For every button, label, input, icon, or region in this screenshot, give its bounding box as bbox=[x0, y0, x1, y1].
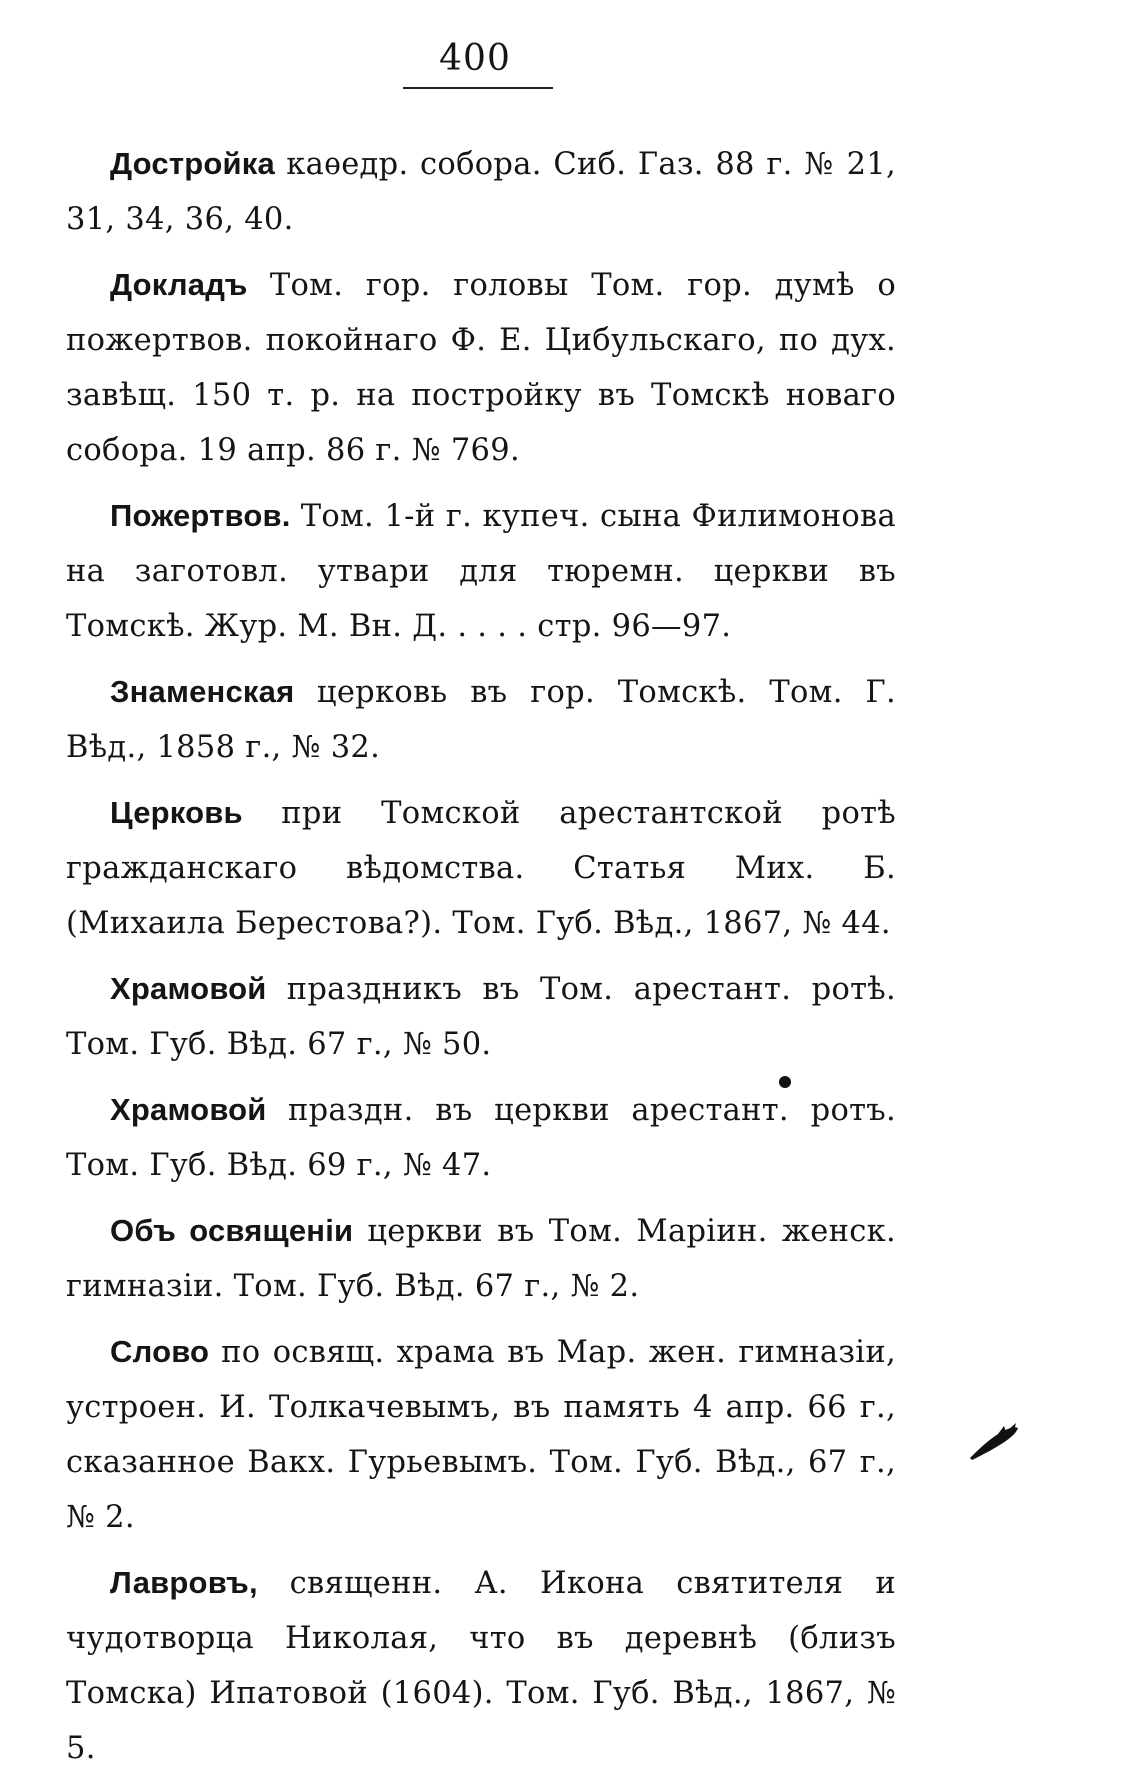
bibliography-entry bbox=[66, 257, 896, 478]
ink-blot bbox=[779, 1076, 791, 1088]
entry-headword: Церковь bbox=[110, 795, 243, 830]
entry-headword: Достройка bbox=[110, 146, 275, 181]
entry-text: церковь въ гор. Томскѣ. Том. Г. Вѣд., 1858 г., № 32. bbox=[66, 675, 896, 765]
entry-headword: Слово bbox=[110, 1334, 210, 1369]
bibliography-entry bbox=[66, 1324, 896, 1545]
ink-smudge-icon bbox=[968, 1422, 1020, 1462]
bibliography-entry bbox=[66, 136, 896, 247]
entry-text: праздн. въ церкви арестант. ротъ. Том. Губ. Вѣд. 69 г., № 47. bbox=[66, 1093, 896, 1183]
entry-text: при Томской арестантской ротѣ гражданскаго вѣдомства. Статья Мих. Б. (Михаила Берестова?). Том. Губ. Вѣд., 1867, № 44. bbox=[66, 796, 896, 941]
entry-text: Том. 1-й г. купеч. сына Филимонова на заготовл. утвари для тюремн. церкви въ Томскѣ. Жур. М. Вн. Д. . . . . стр. 96—97. bbox=[66, 499, 896, 644]
bibliography-entry bbox=[66, 664, 896, 775]
entry-text: Том. гор. головы Том. гор. думѣ о пожертвов. покойнаго Ф. Е. Цибульскаго, по дух. завѣщ. 150 т. р. на постройку въ Томскѣ новаго собора. 19 апр. 86 г. № 769. bbox=[66, 268, 896, 468]
entry-text: каѳедр. собора. Сиб. Газ. 88 г. № 21, 31, 34, 36, 40. bbox=[66, 147, 896, 237]
entry-headword: Докладъ bbox=[110, 267, 248, 302]
entry-headword: Пожертвов. bbox=[110, 498, 291, 533]
entry-text: праздникъ въ Том. арестант. ротѣ. Том. Губ. Вѣд. 67 г., № 50. bbox=[66, 972, 896, 1062]
entry-headword: Объ освященіи bbox=[110, 1213, 354, 1248]
bibliography-entry bbox=[66, 488, 896, 654]
bibliography-entry bbox=[66, 1082, 896, 1193]
entry-headword: Лавровъ, bbox=[110, 1565, 258, 1600]
entry-headword: Знаменская bbox=[110, 674, 295, 709]
bibliography-entry bbox=[66, 1555, 896, 1776]
bibliography-entry bbox=[66, 961, 896, 1072]
page-number: 400 bbox=[439, 38, 511, 79]
entry-text: священн. А. Икона святителя и чудотворца Николая, что въ деревнѣ (близъ Томска) Ипатовой (1604). Том. Губ. Вѣд., 1867, № 5. bbox=[66, 1566, 896, 1766]
entry-text: по освящ. храма въ Мар. жен. гимназіи, устроен. И. Толкачевымъ, въ память 4 апр. 66 г., сказанное Вакх. Гурьевымъ. Том. Губ. Вѣд., 67 г., № 2. bbox=[66, 1335, 896, 1535]
page-number-rule bbox=[403, 87, 553, 89]
entry-text: церкви въ Том. Маріин. женск. гимназіи. Том. Губ. Вѣд. 67 г., № 2. bbox=[66, 1214, 896, 1304]
bibliography-entries bbox=[66, 136, 896, 1786]
entry-headword: Храмовой bbox=[110, 971, 267, 1006]
bibliography-entry bbox=[66, 1203, 896, 1314]
bibliography-entry bbox=[66, 785, 896, 951]
entry-headword: Храмовой bbox=[110, 1092, 267, 1127]
